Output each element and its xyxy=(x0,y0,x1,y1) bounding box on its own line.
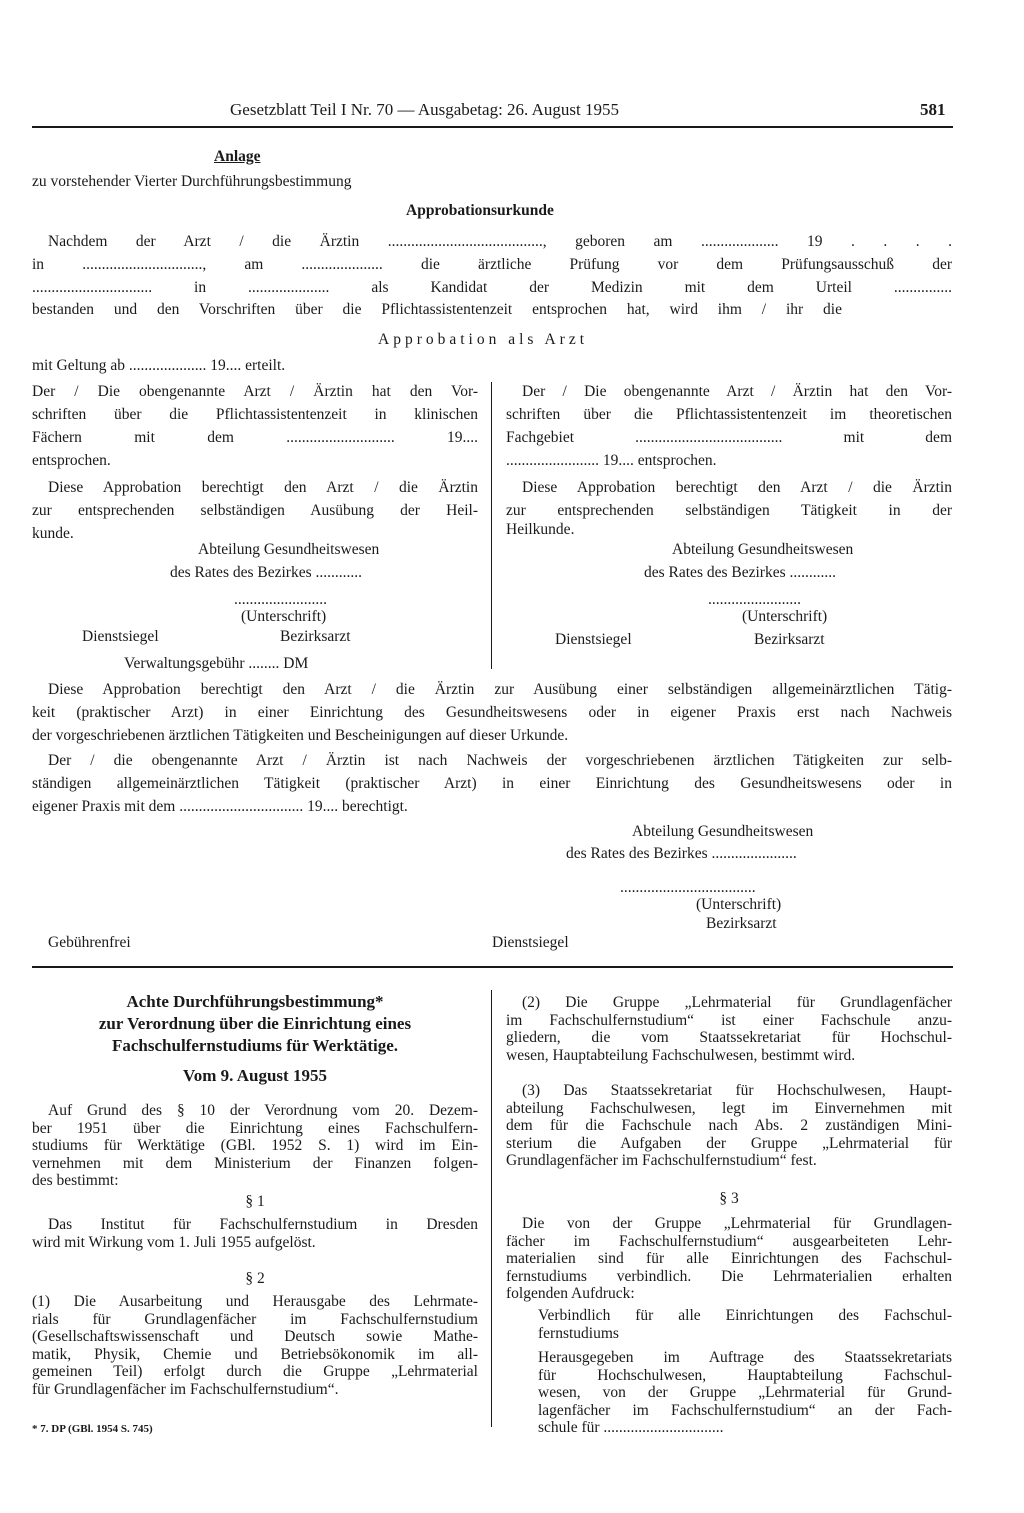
right-bezirksarzt: Bezirksarzt xyxy=(754,631,825,648)
geltung-line: mit Geltung ab .................... 19.... erteilt. xyxy=(32,357,286,374)
left-abteilung: Abteilung Gesundheitswesen xyxy=(198,541,380,558)
text-line: für Hochschulwesen, Hauptabteilung Fachschul- xyxy=(538,1366,952,1384)
right-box-line-5: Diese Approbation berechtigt den Arzt / die Ärztin xyxy=(522,479,952,496)
text-line: (1) Die Ausarbeitung und Herausgabe des Lehrmate- xyxy=(32,1293,478,1310)
column-divider-bottom xyxy=(491,990,492,1427)
text-line: Grundlagenfächer im Fachschulfernstudium“ fest. xyxy=(506,1152,817,1169)
left-box-line-4: entsprochen. xyxy=(32,452,111,469)
text-line: (2) Die Gruppe „Lehrmaterial für Grundlagenfächer xyxy=(522,994,952,1011)
text-line: wird mit Wirkung vom 1. Juli 1955 aufgelöst. xyxy=(32,1233,316,1251)
text-line: fernstudiums xyxy=(538,1324,619,1342)
text-line: (3) Das Staatssekretariat für Hochschulwesen, Haupt- xyxy=(522,1082,952,1099)
urkunde-title: Approbationsurkunde xyxy=(406,202,554,219)
bottom-p2-line-1: Der / die obengenannte Arzt / Ärztin ist nach Nachweis der vorgeschriebenen ärztlichen Tätigkeiten zur selb- xyxy=(48,752,952,769)
right-box-line-4: ........................ 19.... entsprochen. xyxy=(506,452,717,469)
bottom-p1-line-2: keit (praktischer Arzt) in einer Einrichtung des Gesundheitswesens oder in eigener Praxis erst nach Nachweis xyxy=(32,704,952,721)
right-box-line-1: Der / Die obengenannte Arzt / Ärztin hat den Vor- xyxy=(522,383,952,400)
bottom-rates: des Rates des Bezirkes ...................... xyxy=(566,845,797,862)
right-abteilung: Abteilung Gesundheitswesen xyxy=(672,541,854,558)
text-line: lagenfächer im Fachschulfernstudium“ an der Fach- xyxy=(538,1401,952,1419)
left-gebuehr: Verwaltungsgebühr ........ DM xyxy=(124,655,309,672)
left-bezirksarzt: Bezirksarzt xyxy=(280,628,351,645)
text-line: (Gesellschaftswissenschaft und Deutsch sowie Mathe- xyxy=(32,1328,478,1345)
text-line: fernstudiums verbindlich. Die Lehrmaterialien erhalten xyxy=(506,1267,952,1285)
bottom-p1-line-3: der vorgeschriebenen ärztlichen Tätigkeiten und Bescheinigungen auf dieser Urkunde. xyxy=(32,727,569,744)
section-1-heading: § 1 xyxy=(245,1193,265,1210)
text-line: im Fachschulfernstudium“ ist einer Fachschule anzu- xyxy=(506,1011,952,1029)
urkunde-line-4: bestanden und den Vorschriften über die Pflichtassistentenzeit entsprochen hat, wird ihm / ihr die xyxy=(32,301,842,318)
left-box-line-5: Diese Approbation berechtigt den Arzt / die Ärztin xyxy=(48,479,478,496)
left-box-line-6: zur entsprechenden selbständigen Ausübung der Heil- xyxy=(32,502,478,519)
text-line: folgenden Aufdruck: xyxy=(506,1285,635,1302)
text-line: Herausgegeben im Auftrage des Staatssekretariats xyxy=(538,1349,952,1366)
article-title-3: Fachschulfernstudiums für Werktätige. xyxy=(111,1036,399,1055)
left-rates: des Rates des Bezirkes ............ xyxy=(170,564,362,581)
right-rates: des Rates des Bezirkes ............ xyxy=(644,564,836,581)
footnote: * 7. DP (GBl. 1954 S. 745) xyxy=(32,1423,153,1435)
right-unterschrift: (Unterschrift) xyxy=(742,608,828,625)
text-line: für Grundlagenfächer im Fachschulfernstudium“. xyxy=(32,1380,339,1398)
article-date: Vom 9. August 1955 xyxy=(183,1066,327,1085)
anlage-label: Anlage xyxy=(214,148,261,165)
anlage-subtitle: zu vorstehender Vierter Durchführungsbestimmung xyxy=(32,173,352,190)
section-rule xyxy=(32,966,953,968)
bottom-abteilung: Abteilung Gesundheitswesen xyxy=(632,823,814,840)
text-line: Das Institut für Fachschulfernstudium in Dresden xyxy=(48,1216,478,1233)
page-number: 581 xyxy=(920,100,946,119)
text-line: dem für die Fachschule nach Abs. 2 zuständigen Mini- xyxy=(506,1117,952,1134)
text-line: Auf Grund des § 10 der Verordnung vom 20. Dezem- xyxy=(48,1102,478,1119)
text-line: ber 1951 über die Einrichtung eines Fachschulfern- xyxy=(32,1119,478,1137)
left-dienstsiegel: Dienstsiegel xyxy=(82,628,159,645)
text-line: studiums für Werktätige (GBl. 1952 S. 1) wird im Ein- xyxy=(32,1137,478,1154)
text-line: schule für ............................... xyxy=(538,1419,724,1436)
bottom-signature-dots: ................................... xyxy=(620,879,756,896)
text-line: materialien sind für alle Einrichtungen des Fachschul- xyxy=(506,1250,952,1267)
text-line: matik, Physik, Chemie und Betriebsökonomik im all- xyxy=(32,1345,478,1363)
text-line: vernehmen mit dem Ministerium der Finanzen folgen- xyxy=(32,1154,478,1172)
right-box-line-2: schriften über die Pflichtassistentenzeit im theoretischen xyxy=(506,406,952,423)
right-box-line-3: Fachgebiet ...................................... mit dem xyxy=(506,429,952,446)
text-line: gliedern, die vom Staatssekretariat für Hochschul- xyxy=(506,1029,952,1046)
running-header: Gesetzblatt Teil I Nr. 70 — Ausgabetag: 26. August 1955 xyxy=(230,100,619,119)
text-line: fächer im Fachschulfernstudium“ ausgearbeiteten Lehr- xyxy=(506,1232,952,1250)
text-line: wesen, Hauptabteilung Fachschulwesen, bestimmt wird. xyxy=(506,1046,856,1064)
bottom-p1-line-1: Diese Approbation berechtigt den Arzt / die Ärztin zur Ausübung einer selbständigen allgemeinärztlichen Tätig- xyxy=(48,681,952,698)
bottom-p2-line-2: ständigen allgemeinärztlichen Tätigkeit (praktischer Arzt) in einer Einrichtung des Gesundheitswesens oder in xyxy=(32,775,952,792)
text-line: wesen, von der Gruppe „Lehrmaterial für Grund- xyxy=(538,1384,952,1401)
right-box-line-7: Heilkunde. xyxy=(506,521,575,538)
right-signature-dots: ........................ xyxy=(708,591,801,608)
article-title-1: Achte Durchführungsbestimmung* xyxy=(126,992,384,1011)
right-dienstsiegel: Dienstsiegel xyxy=(555,631,632,648)
urkunde-line-2: in ..............................., am ..................... die ärztliche Prüfung vor dem Prüfungsausschuß der xyxy=(32,256,952,273)
left-box-line-2: schriften über die Pflichtassistentenzeit in klinischen xyxy=(32,406,478,423)
text-line: Verbindlich für alle Einrichtungen des Fachschul- xyxy=(538,1307,952,1324)
text-line: abteilung Fachschulwesen, legt im Einvernehmen mit xyxy=(506,1099,952,1117)
left-box-line-7: kunde. xyxy=(32,525,74,542)
left-box-line-1: Der / Die obengenannte Arzt / Ärztin hat den Vor- xyxy=(32,383,478,400)
left-unterschrift: (Unterschrift) xyxy=(241,608,327,625)
urkunde-line-3: ............................... in ..................... als Kandidat der Medizin mit dem Urteil ............... xyxy=(32,279,952,296)
bottom-bezirksarzt: Bezirksarzt xyxy=(706,915,777,932)
section-3-heading: § 3 xyxy=(719,1190,739,1207)
section-2-heading: § 2 xyxy=(245,1270,265,1287)
text-line: gemeinen Teil) erfolgt durch die Gruppe „Lehrmaterial xyxy=(32,1363,478,1380)
text-line: des bestimmt: xyxy=(32,1172,119,1189)
right-box-line-6: zur entsprechenden selbständigen Tätigkeit in der xyxy=(506,502,952,519)
bottom-p2-line-3: eigener Praxis mit dem ................................ 19.... berechtigt. xyxy=(32,798,408,815)
left-box-line-3: Fächern mit dem ............................ 19.... xyxy=(32,429,478,446)
header-rule xyxy=(32,126,953,128)
text-line: Die von der Gruppe „Lehrmaterial für Grundlagen- xyxy=(522,1215,952,1232)
column-divider-top xyxy=(491,382,492,669)
left-signature-dots: ........................ xyxy=(234,591,327,608)
text-line: rials für Grundlagenfächer im Fachschulfernstudium xyxy=(32,1310,478,1328)
approbation-heading: Approbation als Arzt xyxy=(378,331,589,348)
article-title-2: zur Verordnung über die Einrichtung eines xyxy=(98,1014,412,1033)
gebuehrenfrei-label: Gebührenfrei xyxy=(48,934,131,951)
bottom-dienstsiegel: Dienstsiegel xyxy=(492,934,569,951)
bottom-unterschrift: (Unterschrift) xyxy=(696,896,782,913)
text-line: sterium die Aufgaben der Gruppe „Lehrmaterial für xyxy=(506,1134,952,1152)
urkunde-line-1: Nachdem der Arzt / die Ärztin ........................................, geboren am .................... 19 . . . . xyxy=(48,233,952,250)
